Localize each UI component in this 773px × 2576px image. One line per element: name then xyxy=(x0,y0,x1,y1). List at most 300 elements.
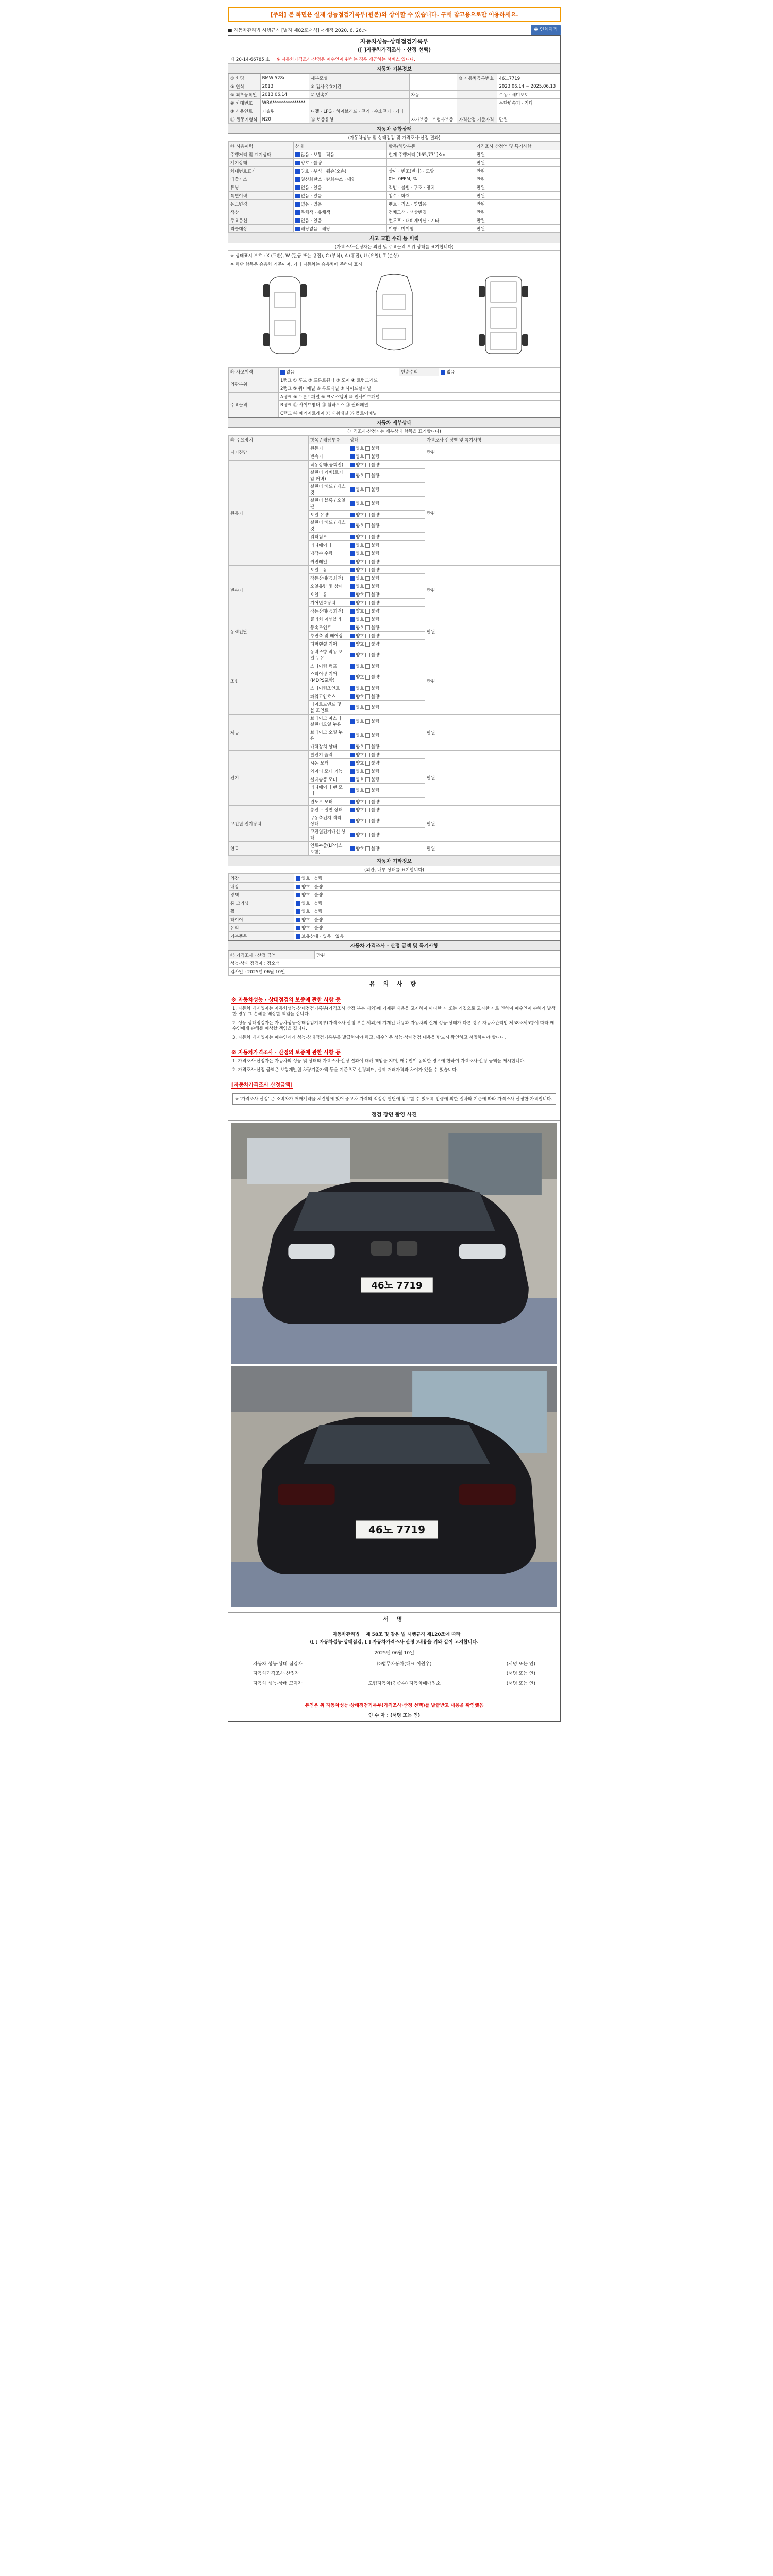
checkbox-icon[interactable] xyxy=(350,769,355,774)
state-bad-label: 불량 xyxy=(371,694,380,700)
detail-state-cell xyxy=(348,599,425,607)
detail-state-cell xyxy=(348,784,425,798)
checkbox-icon[interactable] xyxy=(365,819,370,823)
overall-state-cell xyxy=(229,159,294,167)
receiver-sign: 인 수 자 : (서명 또는 인) xyxy=(368,1713,421,1718)
etc-row xyxy=(229,907,560,916)
detail-item: 실린더 블록 / 오일팬 xyxy=(308,497,348,511)
basic-info-row xyxy=(229,74,560,82)
overall-state-table xyxy=(228,142,560,233)
detail-item: 오일 유량 xyxy=(308,511,348,519)
checkbox-icon[interactable] xyxy=(365,584,370,589)
detail-state-cell xyxy=(348,684,425,692)
notes-section xyxy=(228,976,560,1105)
detail-item: 실린더 헤드 / 개스킷 xyxy=(308,519,348,533)
checkbox-icon[interactable] xyxy=(350,576,355,581)
detail-price: 만원 xyxy=(425,566,560,615)
state-bad-label: 불량 xyxy=(371,600,380,606)
state-bad-label: 불량 xyxy=(371,608,380,614)
checkbox-icon[interactable] xyxy=(350,675,355,680)
signer-row xyxy=(253,1660,535,1667)
state-ok-label: 양호 xyxy=(355,705,364,710)
basic-info-cell xyxy=(457,82,497,91)
notes-paragraph: 2. 성능·상태점검자는 자동차성능·상태점검기록부(가격조사·산정 부분 제외)에 기재된 내용과 자동차의 실제 성능·상태가 다른 경우 자동차관리법 제58조제5항에 따라 매수인에게 손해를 배상할 책임을 집니다. xyxy=(232,1021,554,1031)
detail-state-cell xyxy=(348,751,425,759)
checkbox-icon[interactable] xyxy=(350,664,355,669)
car-frame-view-icon xyxy=(473,272,534,359)
overall-state-cell xyxy=(386,175,475,183)
etc-value-cell xyxy=(294,932,560,940)
basic-info-cell: 가솔린 xyxy=(260,107,309,115)
checkbox-icon[interactable] xyxy=(350,543,355,548)
checkbox-icon[interactable] xyxy=(350,642,355,647)
checkbox-icon[interactable] xyxy=(365,753,370,757)
checkbox-icon[interactable] xyxy=(295,227,300,231)
state-ok-label: 양호 xyxy=(355,846,364,852)
overall-state-cell xyxy=(229,192,294,200)
basic-info-cell: N20 xyxy=(260,115,309,124)
checkbox-icon[interactable] xyxy=(350,846,355,851)
overall-state-row xyxy=(229,200,560,208)
checkbox-icon[interactable] xyxy=(365,634,370,638)
basic-info-section xyxy=(228,64,560,124)
basic-info-cell xyxy=(309,99,410,107)
checkbox-icon[interactable] xyxy=(365,800,370,804)
overall-state-text: 전체도색 · 색상변경 xyxy=(388,210,427,215)
overall-state-text: 침수 · 화재 xyxy=(388,193,410,199)
overall-state-cell xyxy=(386,150,475,159)
checkbox-icon[interactable] xyxy=(295,185,300,190)
car-side-view-icon xyxy=(254,272,316,359)
state-ok-label: 양호 xyxy=(355,653,364,658)
simple-repair-cell xyxy=(439,368,560,376)
overall-state-text: 만원 xyxy=(476,210,485,215)
detail-row xyxy=(229,566,560,574)
state-ok-label: 양호 xyxy=(355,584,364,589)
accident-part-note: ※ 하단 항목은 승용차 기준이며, 기타 자동차는 승용차에 준하여 표시 xyxy=(228,260,560,268)
overall-state-cell xyxy=(229,150,294,159)
checkbox-icon[interactable] xyxy=(365,446,370,451)
detail-group-name: 제동 xyxy=(229,715,309,751)
overall-state-text: 주요옵션 xyxy=(230,218,247,224)
checkbox-icon[interactable] xyxy=(350,808,355,812)
overall-state-cell xyxy=(293,150,386,159)
overall-state-cell xyxy=(475,183,560,192)
checkbox-icon[interactable] xyxy=(350,592,355,597)
overall-state-cell xyxy=(229,167,294,175)
overall-state-cell xyxy=(293,225,386,233)
overall-state-text: 만원 xyxy=(476,218,485,224)
state-ok-label: 양호 xyxy=(355,633,364,639)
signature-notice-line: ([ ] 자동차성능·상태점검, [ ] 자동차가격조사·산정 )내용을 위와 같이 고지합니다. xyxy=(310,1640,479,1645)
etc-sub: (외관, 내부 상태를 표기합니다) xyxy=(228,866,560,874)
etc-value: 양호 · 불량 xyxy=(301,925,323,931)
checkbox-icon[interactable] xyxy=(365,592,370,597)
overall-state-text: 없음 · 있음 xyxy=(300,193,322,199)
detail-state-cell xyxy=(348,615,425,623)
checkbox-icon[interactable] xyxy=(365,576,370,581)
top-bar xyxy=(228,26,561,34)
signature-date: 2025년 06월 10일 xyxy=(374,1651,414,1656)
overall-state-text: 만원 xyxy=(476,226,485,232)
checkbox-icon[interactable] xyxy=(296,909,300,914)
detail-item: 브레이크 마스터 실린더오일 누유 xyxy=(308,715,348,728)
overall-state-cell xyxy=(293,216,386,225)
checkbox-icon[interactable] xyxy=(365,653,370,657)
overall-state-text: 없음 · 있음 xyxy=(300,201,322,207)
detail-sub: (가격조사·산정자는 세부상태 항목을 표기합니다) xyxy=(228,428,560,435)
overall-state-sub: (자동차성능 및 상태점검 및 가격조사·산정 결과) xyxy=(228,134,560,142)
detail-row xyxy=(229,648,560,662)
checkbox-icon[interactable] xyxy=(365,833,370,837)
state-bad-label: 불량 xyxy=(371,769,380,774)
detail-item: 파워고압호스 xyxy=(308,692,348,701)
state-ok-label: 양호 xyxy=(355,487,364,493)
state-bad-label: 불량 xyxy=(371,617,380,622)
detail-item: 클러치 어셈블리 xyxy=(308,615,348,623)
overall-state-text: 리콜대상 xyxy=(230,226,247,232)
detail-state-cell xyxy=(348,549,425,557)
checkbox-icon[interactable] xyxy=(365,543,370,548)
checkbox-icon[interactable] xyxy=(365,535,370,539)
etc-value-cell xyxy=(294,916,560,924)
detail-item: 와이퍼 모터 기능 xyxy=(308,767,348,775)
checkbox-icon[interactable] xyxy=(350,819,355,823)
checkbox-icon[interactable] xyxy=(296,901,300,906)
checkbox-icon[interactable] xyxy=(350,446,355,451)
detail-item: 작동상태(공회전) xyxy=(308,461,348,469)
printer-icon: 🖶 xyxy=(533,27,540,32)
checkbox-icon[interactable] xyxy=(350,788,355,793)
etc-key: 유리 xyxy=(229,924,294,932)
overall-state-row xyxy=(229,183,560,192)
state-bad-label: 불량 xyxy=(371,625,380,631)
form-number: 제 20-14-66785 호 xyxy=(230,57,270,62)
overall-state-cell xyxy=(386,208,475,216)
detail-state-cell xyxy=(348,670,425,684)
state-bad-label: 불량 xyxy=(371,567,380,573)
overall-state-cell xyxy=(386,225,475,233)
checkbox-icon[interactable] xyxy=(365,686,370,691)
checkbox-icon[interactable] xyxy=(295,152,300,157)
detail-item: 발전기 출력 xyxy=(308,751,348,759)
checkbox-icon[interactable] xyxy=(350,777,355,782)
state-ok-label: 양호 xyxy=(355,551,364,556)
checkbox-icon[interactable] xyxy=(350,719,355,724)
overall-state-text: 무채색 · 유채색 xyxy=(300,210,330,215)
checkbox-icon[interactable] xyxy=(350,535,355,539)
checkbox-icon[interactable] xyxy=(350,753,355,757)
etc-key: 휠 xyxy=(229,907,294,916)
checkbox-icon[interactable] xyxy=(365,777,370,782)
detail-section xyxy=(228,418,560,856)
state-bad-label: 불량 xyxy=(371,559,380,565)
etc-value: 양호 · 불량 xyxy=(301,876,323,882)
basic-info-cell: WBA*************** xyxy=(260,99,309,107)
checkbox-icon[interactable] xyxy=(350,609,355,614)
detail-state-cell xyxy=(348,497,425,511)
detail-col-header: 상태 xyxy=(348,436,425,444)
state-ok-label: 양호 xyxy=(355,462,364,468)
detail-state-cell xyxy=(348,701,425,715)
checkbox-icon[interactable] xyxy=(365,705,370,710)
detail-item: 실린더 헤드 / 개스킷 xyxy=(308,483,348,497)
checkbox-icon[interactable] xyxy=(350,761,355,766)
checkbox-icon[interactable] xyxy=(350,800,355,804)
state-ok-label: 양호 xyxy=(355,752,364,758)
checkbox-icon[interactable] xyxy=(365,664,370,669)
receiver-text: 본인은 위 자동차성능·상태점검기록부(가격조사·산정 선택)를 발급받고 내용을 확인했음 xyxy=(305,1703,484,1708)
checkbox-icon[interactable] xyxy=(350,744,355,749)
detail-item: 작동상태(공회전) xyxy=(308,574,348,582)
rank1-parts: 1랭크 ① 후드 ② 프론트휀더 ③ 도어 ④ 트렁크리드 xyxy=(279,376,560,384)
signature-heading: 서 명 xyxy=(228,1613,560,1625)
checkbox-icon[interactable] xyxy=(365,744,370,749)
checkbox-icon[interactable] xyxy=(365,733,370,738)
detail-state-cell xyxy=(348,842,425,856)
checkbox-icon[interactable] xyxy=(350,513,355,517)
detail-group-name: 원동기 xyxy=(229,461,309,566)
checkbox-icon[interactable] xyxy=(350,463,355,467)
checkbox-icon[interactable] xyxy=(365,501,370,506)
state-bad-label: 불량 xyxy=(371,760,380,766)
checkbox-icon[interactable] xyxy=(295,210,300,215)
overall-state-text: 없음 · 있음 xyxy=(300,218,322,224)
checkbox-icon[interactable] xyxy=(350,833,355,837)
checkbox-icon[interactable] xyxy=(350,625,355,630)
basic-info-cell: 무단변속기 · 기타 xyxy=(497,99,560,107)
checkbox-icon[interactable] xyxy=(295,161,300,165)
checkbox-icon[interactable] xyxy=(365,808,370,812)
basic-info-cell: 2013 xyxy=(260,82,309,91)
detail-item: 브레이크 오일 누유 xyxy=(308,728,348,742)
checkbox-icon[interactable] xyxy=(350,653,355,657)
car-top-view-icon xyxy=(363,272,425,359)
state-bad-label: 불량 xyxy=(371,454,380,460)
checkbox-icon[interactable] xyxy=(365,560,370,564)
checkbox-icon[interactable] xyxy=(295,194,300,198)
etc-key: 기본품목 xyxy=(229,932,294,940)
state-bad-label: 불량 xyxy=(371,653,380,658)
detail-state-cell xyxy=(348,767,425,775)
checkbox-icon[interactable] xyxy=(365,788,370,793)
checkbox-icon[interactable] xyxy=(365,601,370,605)
etc-row xyxy=(229,874,560,883)
checkbox-icon[interactable] xyxy=(296,918,300,922)
overall-state-text: 없음 · 있음 xyxy=(300,185,322,191)
overall-state-cell xyxy=(229,225,294,233)
checkbox-icon[interactable] xyxy=(350,501,355,506)
etc-row xyxy=(229,932,560,940)
overall-state-text: 렌트 · 리스 · 영업용 xyxy=(388,201,427,207)
detail-item: 기어변속장치 xyxy=(308,599,348,607)
rank-b-parts: B랭크 ⑪ 사이드멤버 ⑫ 휠하우스 ⑬ 필러패널 xyxy=(279,401,560,409)
state-ok-label: 양호 xyxy=(355,694,364,700)
checkbox-icon[interactable] xyxy=(350,454,355,459)
overall-state-col-header: 상태 xyxy=(293,142,386,150)
checkbox-icon[interactable] xyxy=(295,177,300,182)
print-button[interactable]: 🖶 인쇄하기 xyxy=(531,25,561,35)
checkbox-icon[interactable] xyxy=(365,487,370,492)
checkbox-icon[interactable] xyxy=(441,370,445,375)
checkbox-icon[interactable] xyxy=(280,370,285,375)
basic-info-cell: ⑤ 최초등록일 xyxy=(229,91,261,99)
overall-state-cell xyxy=(229,183,294,192)
checkbox-icon[interactable] xyxy=(350,686,355,691)
checkbox-icon[interactable] xyxy=(365,719,370,724)
state-ok-label: 양호 xyxy=(355,819,364,824)
checkbox-icon[interactable] xyxy=(365,454,370,459)
etc-key: 광택 xyxy=(229,891,294,899)
detail-price: 만원 xyxy=(425,842,560,856)
checkbox-icon[interactable] xyxy=(365,463,370,467)
overall-state-cell xyxy=(386,167,475,175)
notes-paragraph: 3. 자동차 매매업자는 매수인에게 성능·상태점검기록부를 발급하여야 하고, 매수인은 성능·상태점검 내용을 반드시 확인하고 서명하여야 합니다. xyxy=(232,1035,506,1040)
detail-state-cell xyxy=(348,541,425,549)
checkbox-icon[interactable] xyxy=(350,705,355,710)
overall-state-row xyxy=(229,175,560,183)
detail-group-name: 전기 xyxy=(229,751,309,806)
detail-item: 타이로드엔드 및 볼 조인트 xyxy=(308,701,348,715)
overall-state-text: 만원 xyxy=(476,152,485,158)
overall-state-text: 양호 · 불량 xyxy=(300,160,322,166)
checkbox-icon[interactable] xyxy=(365,694,370,699)
detail-item: 스티어링 기어(MDPS포함) xyxy=(308,670,348,684)
checkbox-icon[interactable] xyxy=(365,846,370,851)
checkbox-icon[interactable] xyxy=(365,625,370,630)
detail-state-cell xyxy=(348,590,425,599)
checkbox-icon[interactable] xyxy=(296,885,300,889)
overall-state-text: 상이 · 변조(변타) · 도말 xyxy=(388,168,434,174)
signer-mark: (서명 또는 인) xyxy=(506,1662,535,1667)
checkbox-icon[interactable] xyxy=(365,568,370,572)
overall-state-cell xyxy=(386,183,475,192)
detail-state-cell xyxy=(348,814,425,828)
detail-item: 라디에이터 팬 모터 xyxy=(308,784,348,798)
state-bad-label: 불량 xyxy=(371,584,380,589)
checkbox-icon[interactable] xyxy=(350,733,355,738)
state-bad-label: 불량 xyxy=(371,543,380,548)
state-ok-label: 양호 xyxy=(355,559,364,565)
checkbox-icon[interactable] xyxy=(365,675,370,680)
state-ok-label: 양호 xyxy=(355,543,364,548)
overall-state-cell xyxy=(293,208,386,216)
overall-state-cell xyxy=(475,150,560,159)
detail-item: 라디에이터 xyxy=(308,541,348,549)
detail-state-cell xyxy=(348,662,425,670)
checkbox-icon[interactable] xyxy=(350,523,355,528)
checkbox-icon[interactable] xyxy=(350,634,355,638)
detail-state-cell xyxy=(348,533,425,541)
overall-state-row xyxy=(229,225,560,233)
form-title-main: 자동차성능·상태점검기록부 xyxy=(360,38,428,45)
checkbox-icon[interactable] xyxy=(350,568,355,572)
checkbox-icon[interactable] xyxy=(296,926,300,930)
overall-state-text: 만원 xyxy=(476,168,485,174)
checkbox-icon[interactable] xyxy=(350,473,355,478)
detail-state-cell xyxy=(348,806,425,814)
overall-state-text: 특별이력 xyxy=(230,193,247,199)
checkbox-icon[interactable] xyxy=(365,551,370,556)
checkbox-icon[interactable] xyxy=(365,473,370,478)
detail-group-name: 변속기 xyxy=(229,566,309,615)
overall-state-text: 많음 · 보통 · 적음 xyxy=(300,152,335,158)
checkbox-icon[interactable] xyxy=(365,617,370,622)
basic-info-cell: 세부모델 xyxy=(309,74,410,82)
checkbox-icon[interactable] xyxy=(295,202,300,207)
inspection-photo-front xyxy=(231,1123,557,1364)
state-ok-label: 양호 xyxy=(355,567,364,573)
checkbox-icon[interactable] xyxy=(296,876,300,881)
state-ok-label: 양호 xyxy=(355,641,364,647)
detail-state-cell xyxy=(348,582,425,590)
overall-state-text: 튜닝 xyxy=(230,185,239,191)
overall-state-cell xyxy=(475,175,560,183)
overall-state-section xyxy=(228,124,560,233)
state-bad-label: 불량 xyxy=(371,487,380,493)
overall-state-cell xyxy=(293,167,386,175)
checkbox-icon[interactable] xyxy=(350,584,355,589)
checkbox-icon[interactable] xyxy=(365,523,370,528)
detail-group-name: 자기진단 xyxy=(229,444,309,461)
overall-state-text: 용도변경 xyxy=(230,201,247,207)
checkbox-icon[interactable] xyxy=(365,769,370,774)
overall-state-text: 만원 xyxy=(476,193,485,199)
checkbox-icon[interactable] xyxy=(350,487,355,492)
overall-state-text: 만원 xyxy=(476,177,485,182)
checkbox-icon[interactable] xyxy=(350,560,355,564)
checkbox-icon[interactable] xyxy=(296,934,300,939)
detail-col-header: ⑮ 주요장치 xyxy=(229,436,309,444)
state-ok-label: 양호 xyxy=(355,608,364,614)
overall-state-text: 현재 주행거리 [165,771]Km xyxy=(388,152,446,158)
overall-state-row xyxy=(229,192,560,200)
detail-table xyxy=(228,435,560,856)
detail-item: 실린더 커버(로커암 커버) xyxy=(308,469,348,483)
checkbox-icon[interactable] xyxy=(350,617,355,622)
checkbox-icon[interactable] xyxy=(295,218,300,223)
detail-item: 오일유량 및 상태 xyxy=(308,582,348,590)
detail-item: 커먼레일 xyxy=(308,557,348,566)
etc-value: 양호 · 불량 xyxy=(301,917,323,923)
license-plate-front: 46노 7719 xyxy=(371,1280,423,1291)
detail-item: 연료누출(LP가스포함) xyxy=(308,842,348,856)
checkbox-icon[interactable] xyxy=(350,601,355,605)
checkbox-icon[interactable] xyxy=(296,893,300,897)
price-label: ⑰ 가격조사 · 산정 금액 xyxy=(229,951,315,959)
checkbox-icon[interactable] xyxy=(350,551,355,556)
checkbox-icon[interactable] xyxy=(350,694,355,699)
checkbox-icon[interactable] xyxy=(365,642,370,647)
detail-item: 스티어링조인트 xyxy=(308,684,348,692)
state-ok-label: 양호 xyxy=(355,733,364,738)
checkbox-icon[interactable] xyxy=(365,513,370,517)
form-title-sub: ([ ]자동차가격조사 · 산정 선택) xyxy=(357,47,431,53)
detail-state-cell xyxy=(348,444,425,452)
state-bad-label: 불량 xyxy=(371,446,380,451)
state-bad-label: 불량 xyxy=(371,551,380,556)
overall-state-cell xyxy=(293,159,386,167)
document-page xyxy=(228,0,561,1722)
inspection-form xyxy=(228,35,561,1722)
overall-state-row xyxy=(229,150,560,159)
checkbox-icon[interactable] xyxy=(365,609,370,614)
state-ok-label: 양호 xyxy=(355,744,364,750)
checkbox-icon[interactable] xyxy=(295,169,300,174)
basic-info-cell: ⑦ 변속기 xyxy=(309,91,410,99)
detail-row xyxy=(229,842,560,856)
checkbox-icon[interactable] xyxy=(365,761,370,766)
